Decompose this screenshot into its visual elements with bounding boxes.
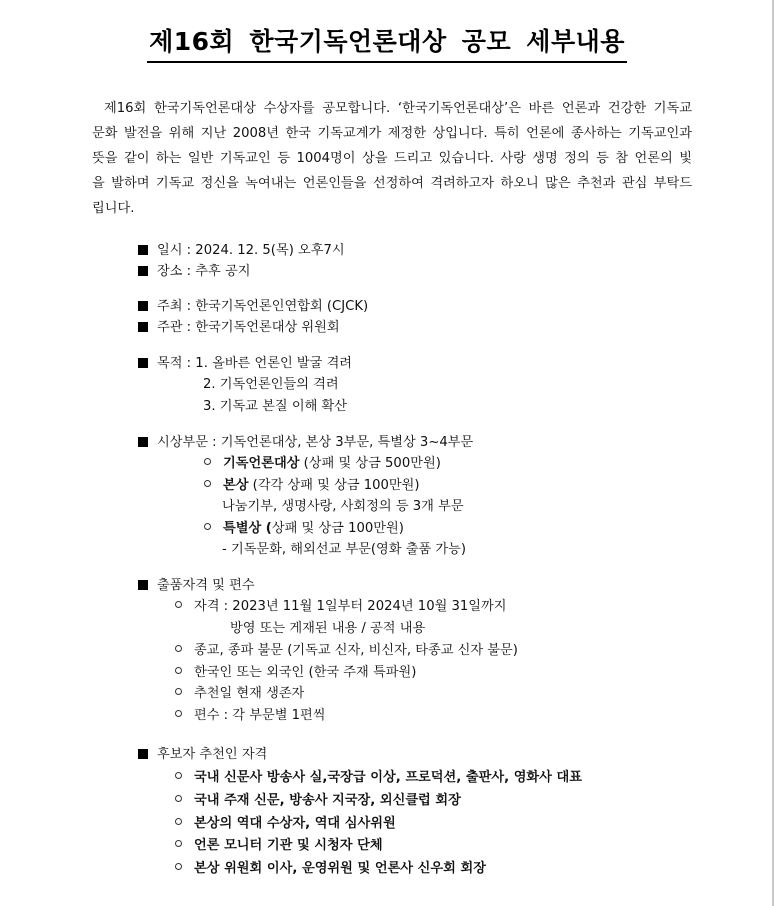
purpose-item: 3. 기독교 본질 이해 확산 <box>203 399 348 414</box>
eligibility-item: 편수 : 각 부문별 1편씩 <box>175 706 326 726</box>
recommender-item: 국내 신문사 방송사 실,국장급 이상, 프로덕션, 출판사, 영화사 대표 <box>175 768 582 788</box>
square-bullet-icon <box>138 266 148 276</box>
document-title-wrap <box>0 22 774 63</box>
info-date: 일시 : 2024. 12. 5(목) 오후7시 <box>138 241 345 261</box>
circle-bullet-icon <box>204 458 211 465</box>
circle-bullet-icon <box>175 645 182 652</box>
square-bullet-icon <box>138 301 148 311</box>
circle-bullet-icon <box>204 523 211 530</box>
square-bullet-icon <box>138 245 148 255</box>
category-main: 본상 (각각 상패 및 상금 100만원) <box>204 476 420 496</box>
recommender-item: 본상 위원회 이사, 운영위원 및 언론사 신우회 회장 <box>175 859 486 879</box>
eligibility-continuation: 방영 또는 게재된 내용 / 공적 내용 <box>230 621 426 636</box>
circle-bullet-icon <box>175 863 182 870</box>
category-main-sub: 나눔기부, 생명사랑, 사회정의 등 3개 부문 <box>222 499 464 514</box>
eligibility-item: 한국인 또는 외국인 (한국 주재 특파원) <box>175 663 416 683</box>
square-bullet-icon <box>138 580 148 590</box>
square-bullet-icon <box>138 437 148 447</box>
circle-bullet-icon <box>175 772 182 779</box>
circle-bullet-icon <box>204 480 211 487</box>
category-special-sub: - 기독문화, 해외선교 부문(영화 출품 가능) <box>222 542 467 557</box>
info-organizer: 주관 : 한국기독언론대상 위원회 <box>138 318 340 338</box>
categories-heading: 시상부문 : 기독언론대상, 본상 3부문, 특별상 3~4부문 <box>138 433 473 453</box>
eligibility-heading: 출품자격 및 편수 <box>138 576 255 596</box>
circle-bullet-icon <box>175 601 182 608</box>
circle-bullet-icon <box>175 840 182 847</box>
square-bullet-icon <box>138 322 148 332</box>
square-bullet-icon <box>138 749 148 759</box>
eligibility-item: 자격 : 2023년 11월 1일부터 2024년 10월 31일까지 <box>175 597 507 617</box>
circle-bullet-icon <box>175 667 182 674</box>
recommenders-heading: 후보자 추천인 자격 <box>138 745 267 765</box>
square-bullet-icon <box>138 358 148 368</box>
category-special: 특별상 (상패 및 상금 100만원) <box>204 519 404 539</box>
eligibility-item: 종교, 종파 불문 (기독교 신자, 비신자, 타종교 신자 불문) <box>175 641 518 661</box>
category-grand: 기독언론대상 (상패 및 상금 500만원) <box>204 454 441 474</box>
recommender-item: 본상의 역대 수상자, 역대 심사위원 <box>175 814 396 834</box>
info-venue: 장소 : 추후 공지 <box>138 262 250 282</box>
recommender-item: 국내 주재 신문, 방송사 지국장, 외신클럽 회장 <box>175 791 461 811</box>
purpose-heading: 목적 : 1. 올바른 언론인 발굴 격려 <box>138 354 352 374</box>
info-host: 주최 : 한국기독언론인연합회 (CJCK) <box>138 297 368 317</box>
circle-bullet-icon <box>175 795 182 802</box>
circle-bullet-icon <box>175 688 182 695</box>
eligibility-item: 추천일 현재 생존자 <box>175 684 304 704</box>
recommender-item: 언론 모니터 기관 및 시청자 단체 <box>175 836 383 856</box>
purpose-item: 2. 기독언론인들의 격려 <box>203 377 339 392</box>
intro-paragraph: 제16회 한국기독언론대상 수상자를 공모합니다. ‘한국기독언론대상’은 바른 언론과 건강한 기독교 문화 발전을 위해 지난 2008년 한국 기독교계가 제정한 상입니다. 특히 언론에 종사하는 기독교인과 뜻을 같이 하는 일반 기독교인 등 1004명이 상을 드리고 있습니다. 사랑 생명 정의 등 참 언론의 빛을 발하며 기독교 정신을 녹여내는 언론인들을 선정하여 격려하고자 하오니 많은 추천과 관심 부탁드립니다. <box>92 101 692 216</box>
document-title: 제16회 한국기독언론대상 공모 세부내용 <box>147 22 627 63</box>
circle-bullet-icon <box>175 710 182 717</box>
circle-bullet-icon <box>175 818 182 825</box>
